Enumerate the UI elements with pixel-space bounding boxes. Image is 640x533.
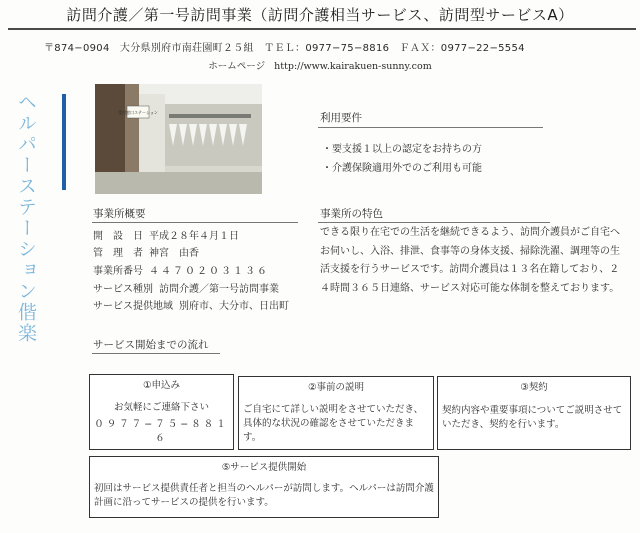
flow-step-service-start <box>89 456 439 518</box>
office-overview-heading: 事業所概要 <box>93 208 146 220</box>
office-row-label: サービス提供地域 <box>93 301 173 312</box>
photo-drawing <box>95 84 262 194</box>
address-line: 〒874−0904 大分県別府市南荘園町２５組 ＴＥＬ：0977−75−8816 ＦＡＸ：0977−22−5554 <box>44 43 525 54</box>
flow-step-body: ご自宅にて詳しい説明をさせていただき、具体的な状況の確認をさせていただきます。 <box>243 404 424 443</box>
office-row-label: 管 理 者 <box>93 248 143 259</box>
station-name-vertical: ヘルパーステーション偕楽 <box>15 92 37 344</box>
office-overview-divider <box>92 222 298 223</box>
flow-step-title: ⑤サービス提供開始 <box>221 462 307 473</box>
photo-sign-text: 受付窓口ステーション <box>118 110 158 115</box>
office-row-label: 事業所番号 <box>93 266 143 277</box>
flow-step-text: お気軽にご連絡下さい <box>113 402 209 413</box>
homepage-label: ホームページ <box>208 61 266 72</box>
features-body: できる限り在宅での生活を継続できるよう、訪問介護員がご自宅へお伺いし、入浴、排泄、食事等の身体支援、掃除洗濯、調理等の生活支援を行うサービスです。訪問介護員は１３名在籍しており、２４時間３６５日連絡、サービス対応可能な体制を整えております。 <box>320 227 620 294</box>
page-title: 訪問介護／第一号訪問事業（訪問介護相当サービス、訪問型サービスA） <box>66 6 574 24</box>
features-heading: 事業所の特色 <box>320 208 383 220</box>
requirement-item: ・介護保険適用外でのご利用も可能 <box>322 163 482 174</box>
flow-step-explanation <box>238 376 434 450</box>
flow-step-application <box>89 374 234 450</box>
office-row-manager <box>93 244 199 259</box>
flow-divider <box>92 353 220 354</box>
flow-step-phone: ０９７７−７５−８８１６ <box>94 419 229 444</box>
accent-bar <box>62 94 66 190</box>
requirement-item: ・要支援１以上の認定をお持ちの方 <box>322 144 482 155</box>
office-row-value: 平成２８年４月１日 <box>149 231 239 242</box>
office-row-value: 神宮 由香 <box>149 248 199 259</box>
flow-step-body: 契約内容や重要事項についてご説明させていただき、契約を行います。 <box>442 405 623 430</box>
flow-step-title: ②事前の説明 <box>307 382 365 393</box>
flow-step-title: ③契約 <box>520 382 548 393</box>
homepage-link[interactable]: http://www.kairakuen-sunny.com <box>274 61 432 72</box>
office-row-office-number <box>93 262 269 277</box>
office-row-service-type <box>93 280 279 295</box>
features-divider <box>318 222 550 223</box>
office-row-value: ４４７０２０３１３６ <box>149 266 269 277</box>
title-divider <box>8 28 636 30</box>
office-row-service-area <box>93 297 289 312</box>
office-row-label: サービス種別 <box>93 284 153 295</box>
office-interior-photo <box>95 84 262 194</box>
requirements-divider <box>318 127 543 128</box>
requirements-heading: 利用要件 <box>320 112 362 124</box>
flow-step-title: ①申込み <box>142 380 181 391</box>
homepage-line <box>0 58 640 72</box>
flow-heading: サービス開始までの流れ <box>93 339 209 351</box>
flow-step-body: 初回はサービス提供責任者と担当のヘルパーが訪問します。ヘルパーは訪問介護計画に沿ってサービスの提供を行います。 <box>94 483 434 508</box>
flow-step-contract <box>437 376 631 450</box>
office-row-value: 別府市、大分市、日出町 <box>179 301 289 312</box>
office-row-label: 開 設 日 <box>93 231 143 242</box>
office-row-opening-date <box>93 227 239 242</box>
office-row-value: 訪問介護／第一号訪問事業 <box>159 284 279 295</box>
flow-step-body <box>90 401 233 446</box>
